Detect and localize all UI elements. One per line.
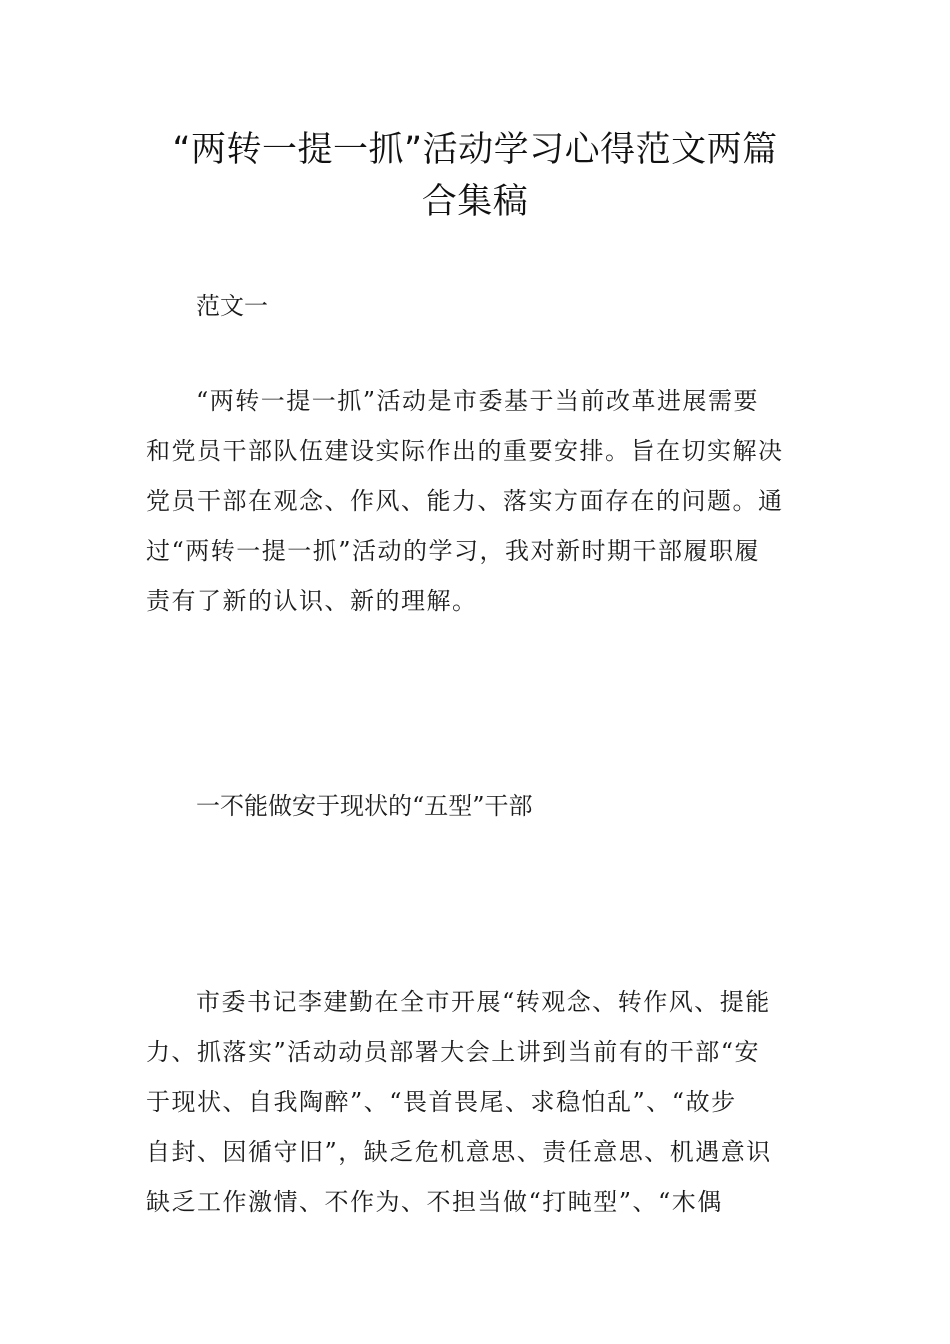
paragraph-line: 责有了新的认识、新的理解。 [146, 587, 478, 615]
paragraph-line: “两转一提一抓”活动是市委基于当前改革进展需要 [196, 387, 760, 415]
title-line-2: 合集稿 [421, 182, 529, 222]
paragraph-intro [146, 376, 806, 626]
paragraph-line: 缺乏工作激情、不作为、不担当做“打盹型”、“木偶 [146, 1188, 723, 1216]
paragraph-line: 力、抓落实”活动动员部署大会上讲到当前有的干部“安 [146, 1038, 761, 1066]
document-title [130, 124, 820, 228]
title-line-1: “两转一提一抓”活动学习心得范文两篇 [172, 130, 778, 170]
paragraph-body [146, 977, 806, 1227]
paragraph-line: 过“两转一提一抓”活动的学习，我对新时期干部履职履 [146, 537, 761, 565]
paragraph-line: 自封、因循守旧”，缺乏危机意思、责任意思、机遇意识 [146, 1138, 772, 1166]
paragraph-line: 于现状、自我陶醉”、“畏首畏尾、求稳怕乱”、“故步 [146, 1088, 737, 1116]
paragraph-line: 党员干部在观念、作风、能力、落实方面存在的问题。通 [146, 487, 784, 515]
section-label: 范文一 [196, 292, 268, 320]
section-heading: 一不能做安于现状的“五型”干部 [196, 792, 533, 820]
paragraph-line: 市委书记李建勤在全市开展“转观念、转作风、提能 [196, 988, 771, 1016]
paragraph-line: 和党员干部队伍建设实际作出的重要安排。旨在切实解决 [146, 437, 784, 465]
